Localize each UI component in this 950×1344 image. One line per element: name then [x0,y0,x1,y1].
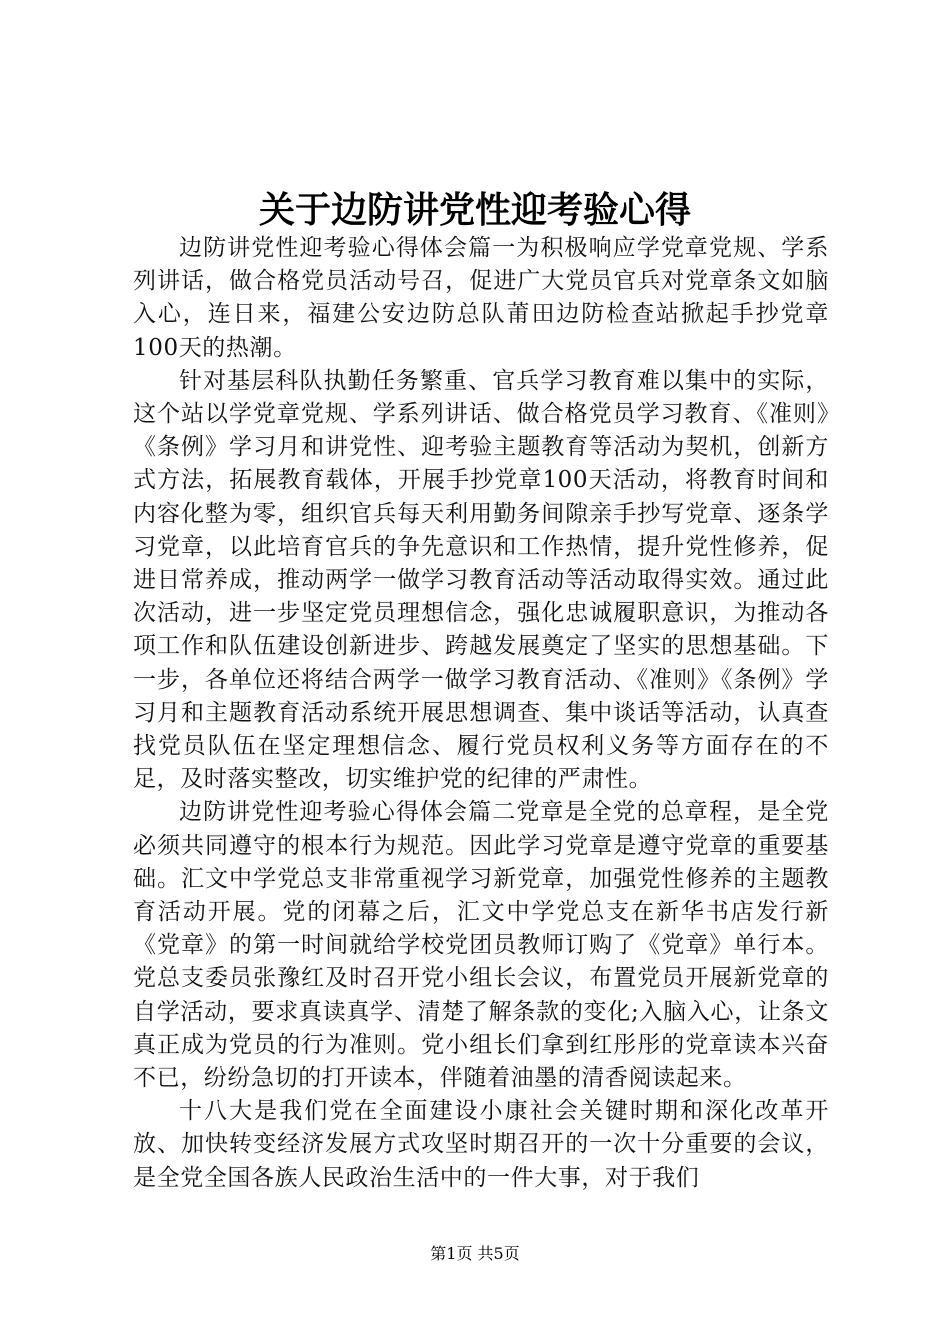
paragraph: 边防讲党性迎考验心得体会篇一为积极响应学党章党规、学系列讲话，做合格党员活动号召，促进广大党员官兵对党章条文如脑入心，连日来，福建公安边防总队莆田边防检查站掀起手抄党章100天的热潮。 [133,235,829,361]
document-body [133,232,829,1195]
page-number-footer: 第1页 共5页 [430,1244,520,1263]
document-title: 关于边防讲党性迎考验心得 [258,189,691,231]
paragraph: 边防讲党性迎考验心得体会篇二党章是全党的总章程，是全党必须共同遵守的根本行为规范。因此学习党章是遵守党章的重要基础。汇文中学党总支非常重视学习新党章，加强党性修养的主题教育活动开展。党的闭幕之后，汇文中学党总支在新华书店发行新《党章》的第一时间就给学校党团员教师订购了《党章》单行本。党总支委员张豫红及时召开党小组长会议，布置党员开展新党章的自学活动，要求真读真学、清楚了解条款的变化;入脑入心，让条文真正成为党员的行为准则。党小组长们拿到红彤彤的党章读本兴奋不已，纷纷急切的打开读本，伴随着油墨的清香阅读起来。 [133,799,829,1092]
paragraph: 十八大是我们党在全面建设小康社会关键时期和深化改革开放、加快转变经济发展方式攻坚时期召开的一次十分重要的会议，是全党全国各族人民政治生活中的一件大事，对于我们 [133,1098,829,1191]
paragraph: 针对基层科队执勤任务繁重、官兵学习教育难以集中的实际，这个站以学党章党规、学系列讲话、做合格党员学习教育、《准则》《条例》学习月和讲党性、迎考验主题教育等活动为契机，创新方式方法，拓展教育载体，开展手抄党章100天活动，将教育时间和内容化整为零，组织官兵每天利用勤务间隙亲手抄写党章、逐条学习党章，以此培育官兵的争先意识和工作热情，提升党性修养，促进日常养成，推动两学一做学习教育活动等活动取得实效。通过此次活动，进一步坚定党员理想信念，强化忠诚履职意识，为推动各项工作和队伍建设创新进步、跨越发展奠定了坚实的思想基础。下一步，各单位还将结合两学一做学习教育活动、《准则》《条例》学习月和主题教育活动系统开展思想调查、集中谈话等活动，认真查找党员队伍在坚定理想信念、履行党员权利义务等方面存在的不足，及时落实整改，切实维护党的纪律的严肃性。 [133,367,829,793]
